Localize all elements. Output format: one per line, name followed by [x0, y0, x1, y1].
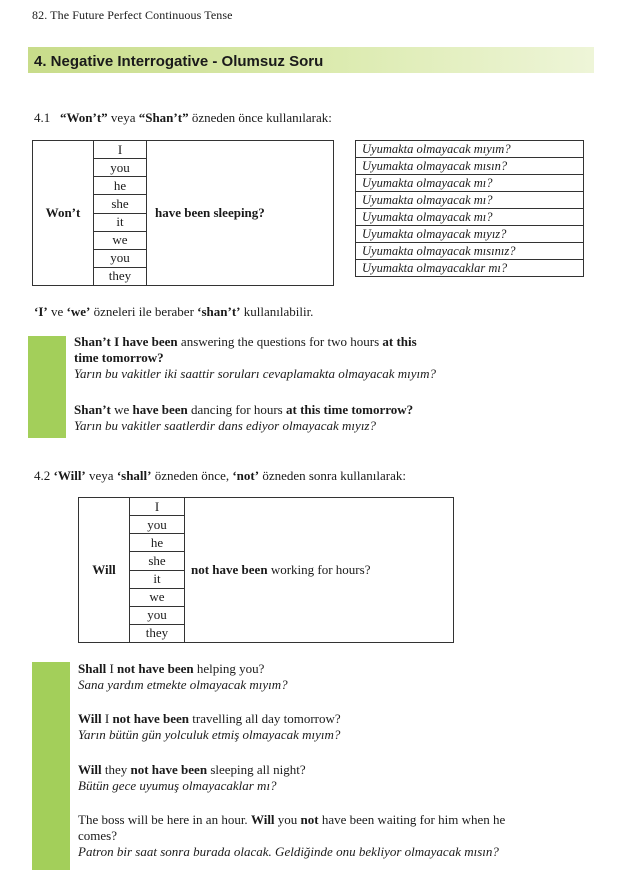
translation-cell: Uyumakta olmayacak mı?: [356, 175, 584, 192]
subsection-4-1-heading: [34, 110, 332, 126]
example-sentence: [78, 711, 618, 743]
subsection-rest: özneden önce kullanılarak:: [191, 110, 332, 125]
translation-cell: Uyumakta olmayacak mı?: [356, 209, 584, 226]
example-text: helping you?: [193, 661, 265, 676]
pronoun-cell: it: [94, 213, 147, 231]
translation-cell: Uyumakta olmayacak mısın?: [356, 158, 584, 175]
example-bold: Will: [78, 711, 102, 726]
pronoun-cell: you: [94, 159, 147, 177]
wont-conjugation-table: [32, 140, 334, 286]
example-text: The boss will be here in an hour.: [78, 812, 251, 827]
pronoun-cell: she: [94, 195, 147, 213]
example-bold: not have been: [117, 661, 194, 676]
example-bold: Shan’t I have been: [74, 334, 178, 349]
pronoun-cell: he: [94, 177, 147, 195]
note-ve: ve: [50, 304, 64, 319]
pronoun-cell: you: [130, 516, 185, 534]
aux-cell: Won’t: [33, 141, 94, 286]
example-text: you: [274, 812, 301, 827]
example-bold: not: [300, 812, 319, 827]
example-bold: Shan’t: [74, 402, 111, 417]
example-text: they: [101, 762, 131, 777]
translation-cell: Uyumakta olmayacak mı?: [356, 192, 584, 209]
example-marker-bar: [32, 662, 70, 870]
example-sentence: [78, 812, 618, 860]
subsection-4-2-heading: [34, 468, 406, 484]
example-bold: Will: [250, 812, 275, 827]
veya-word: veya: [110, 110, 136, 125]
example-text: dancing for hours: [187, 402, 286, 417]
pronoun-cell: I: [130, 498, 185, 516]
section-title: 4. Negative Interrogative - Olumsuz Soru: [34, 53, 324, 70]
subsection-number: 4.1: [34, 110, 51, 125]
pronoun-cell: you: [130, 606, 185, 624]
translation-cell: Uyumakta olmayacak mısınız?: [356, 243, 584, 260]
note-end: kullanılabilir.: [243, 304, 314, 319]
note-we: ‘we’: [66, 304, 91, 319]
shall-quoted: ‘shall’: [116, 468, 152, 483]
subsection-number: 4.2: [34, 468, 51, 483]
example-bold: Shall: [78, 661, 107, 676]
pronoun-cell: she: [130, 552, 185, 570]
pronoun-cell: we: [130, 588, 185, 606]
example-bold: time tomorrow?: [74, 350, 164, 365]
will-conjugation-table: [78, 497, 454, 643]
example-bold: at this: [382, 334, 417, 349]
translation-cell: Uyumakta olmayacak mıyız?: [356, 226, 584, 243]
pronoun-cell: he: [130, 534, 185, 552]
example-translation: Bütün gece uyumuş olmayacaklar mı?: [78, 778, 277, 793]
example-bold: not have been: [130, 762, 208, 777]
running-head: 82. The Future Perfect Continuous Tense: [32, 8, 233, 22]
example-translation: Patron bir saat sonra burada olacak. Geldiğinde onu bekliyor olmayacak mısın?: [78, 844, 499, 859]
example-text: sleeping all night?: [207, 762, 306, 777]
pronoun-cell: it: [130, 570, 185, 588]
example-text: answering the questions for two hours: [177, 334, 383, 349]
example-sentence: [74, 334, 614, 382]
example-translation: Yarın bu vakitler iki saattir soruları cevaplamakta olmayacak mıyım?: [74, 366, 437, 381]
subsection-text: özneden önce,: [154, 468, 230, 483]
note-shant-usage: [34, 304, 313, 320]
translation-table: [355, 140, 584, 277]
wont-quoted: “Won’t”: [60, 110, 108, 125]
example-sentence: [78, 661, 618, 693]
example-translation: Sana yardım etmekte olmayacak mıyım?: [78, 677, 288, 692]
aux-cell: Will: [79, 498, 130, 643]
pronoun-cell: they: [130, 624, 185, 642]
note-text: özneleri ile beraber: [93, 304, 194, 319]
pronoun-cell: they: [94, 267, 147, 285]
example-text: I: [106, 661, 118, 676]
example-text: I: [101, 711, 113, 726]
example-bold: at this time tomorrow?: [285, 402, 414, 417]
example-translation: Yarın bu vakitler saatlerdir dans ediyor olmayacak mıyız?: [74, 418, 376, 433]
not-quoted: ‘not’: [232, 468, 260, 483]
example-text: travelling all day tomorrow?: [189, 711, 341, 726]
verb-phrase: have been sleeping?: [155, 205, 265, 220]
note-shant: ‘shan’t’: [197, 304, 241, 319]
translation-cell: Uyumakta olmayacak mıyım?: [356, 141, 584, 158]
example-sentence: [78, 762, 618, 794]
veya-word: veya: [89, 468, 114, 483]
note-i: ‘I’: [34, 304, 48, 319]
example-translation: Yarın bütün gün yolculuk etmiş olmayacak mıyım?: [78, 727, 341, 742]
example-text: comes?: [78, 828, 117, 843]
shant-quoted: “Shan’t”: [138, 110, 189, 125]
pronoun-cell: we: [94, 231, 147, 249]
pronoun-cell: you: [94, 249, 147, 267]
translation-cell: Uyumakta olmayacaklar mı?: [356, 260, 584, 277]
example-text: have been waiting for him when he: [318, 812, 506, 827]
verb-phrase-rest: working for hours?: [267, 562, 371, 577]
will-quoted: ‘Will’: [53, 468, 86, 483]
subsection-rest: özneden sonra kullanılarak:: [262, 468, 406, 483]
example-bold: Will: [78, 762, 102, 777]
example-bold: have been: [132, 402, 188, 417]
verb-phrase-bold: not have been: [191, 562, 268, 577]
example-text: we: [110, 402, 133, 417]
example-sentence: [74, 402, 614, 434]
pronoun-cell: I: [94, 141, 147, 159]
example-marker-bar: [28, 336, 66, 438]
example-bold: not have been: [112, 711, 190, 726]
